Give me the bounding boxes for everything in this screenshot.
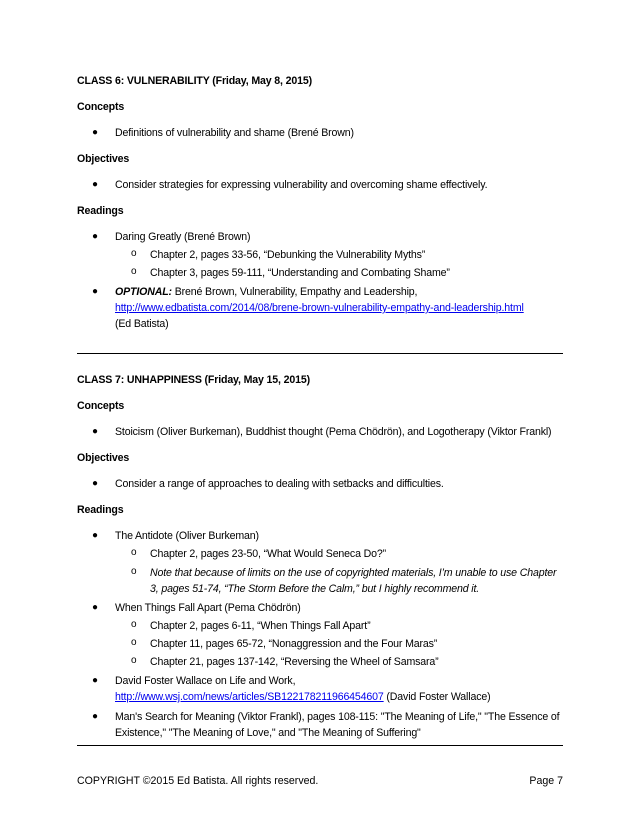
circle-bullet-icon: o [131,619,137,630]
class7-readings-heading: Readings [77,504,124,516]
batista-article-link[interactable]: http://www.edbatista.com/2014/08/brene-brown-vulnerability-empathy-and-leadership.html [115,302,524,314]
circle-bullet-icon: o [131,637,137,648]
class6-concept-item: ● Definitions of vulnerability and shame (Brené Brown) [92,127,354,139]
bullet-icon: ● [92,127,98,138]
class6-reading-item: ● Daring Greatly (Brené Brown) [92,231,251,243]
bullet-icon: ● [92,530,98,541]
section-divider [77,745,563,746]
class7-concept-item: ● Stoicism (Oliver Burkeman), Buddhist thought (Pema Chödrön), and Logotherapy (Viktor Frankl) [92,426,552,438]
class7-title: CLASS 7: UNHAPPINESS (Friday, May 15, 2015) [77,374,310,386]
bullet-icon: ● [92,426,98,437]
bullet-icon: ● [92,602,98,613]
optional-label: OPTIONAL: [115,286,172,298]
class7-reading-subitem: o Chapter 21, pages 137-142, “Reversing the Wheel of Samsara” [131,655,439,668]
bullet-icon: ● [92,478,98,489]
class7-reading-subitem: o Chapter 2, pages 6-11, “When Things Fall Apart” [131,619,371,632]
class7-objectives-heading: Objectives [77,452,130,464]
wsj-article-link[interactable]: http://www.wsj.com/news/articles/SB122178211966454607 [115,691,384,703]
class6-reading-item: ● OPTIONAL: Brené Brown, Vulnerability, Empathy and Leadership, http://www.edbatista.com/2014/08/brene-brown-vulnerability-empathy-and-leadership.html (Ed Batista) [92,286,524,330]
bullet-icon: ● [92,179,98,190]
copyright-text: COPYRIGHT ©2015 Ed Batista. All rights reserved. [77,775,319,787]
class7-reading-subitem: o Note that because of limits on the use of copyrighted materials, I’m unable to use Chapter 3, pages 51-74, “The Storm Before the Calm,” but I highly recommend it. [131,566,557,595]
class7-concepts-heading: Concepts [77,400,125,412]
bullet-icon: ● [92,286,98,297]
class7-section [77,373,563,741]
bullet-icon: ● [92,711,98,722]
circle-bullet-icon: o [131,566,137,577]
class7-reading-item: ● The Antidote (Oliver Burkeman) [92,530,259,542]
class6-reading-subitem: o Chapter 3, pages 59-111, “Understanding and Combating Shame” [131,266,450,279]
bullet-icon: ● [92,231,98,242]
class6-title: CLASS 6: VULNERABILITY (Friday, May 8, 2015) [77,75,312,87]
section-divider [77,353,563,354]
class6-concepts-heading: Concepts [77,101,125,113]
class7-reading-item: ● David Foster Wallace on Life and Work, http://www.wsj.com/news/articles/SB122178211966454607 (David Foster Wallace) [92,675,491,703]
class7-reading-subitem: o Chapter 11, pages 65-72, “Nonaggression and the Four Maras” [131,637,438,650]
class7-reading-subitem: o Chapter 2, pages 23-50, “What Would Seneca Do?” [131,547,386,560]
class7-reading-item: ● When Things Fall Apart (Pema Chödrön) [92,602,301,614]
circle-bullet-icon: o [131,248,137,259]
class6-objective-item: ● Consider strategies for expressing vulnerability and overcoming shame effectively. [92,179,488,191]
circle-bullet-icon: o [131,266,137,277]
class6-reading-subitem: o Chapter 2, pages 33-56, “Debunking the Vulnerability Myths” [131,248,426,261]
page-footer [77,775,563,789]
class6-objectives-heading: Objectives [77,153,130,165]
class7-objective-item: ● Consider a range of approaches to dealing with setbacks and difficulties. [92,478,444,490]
page-number: Page 7 [529,775,563,787]
class6-readings-heading: Readings [77,205,124,217]
class7-reading-item: ● Man's Search for Meaning (Viktor Frankl), pages 108-115: "The Meaning of Life," "The Essence of Existence," "The Meaning of Love," and "The Meaning of Suffering" [92,711,560,739]
bullet-icon: ● [92,675,98,686]
circle-bullet-icon: o [131,547,137,558]
circle-bullet-icon: o [131,655,137,666]
class6-section [77,74,563,332]
